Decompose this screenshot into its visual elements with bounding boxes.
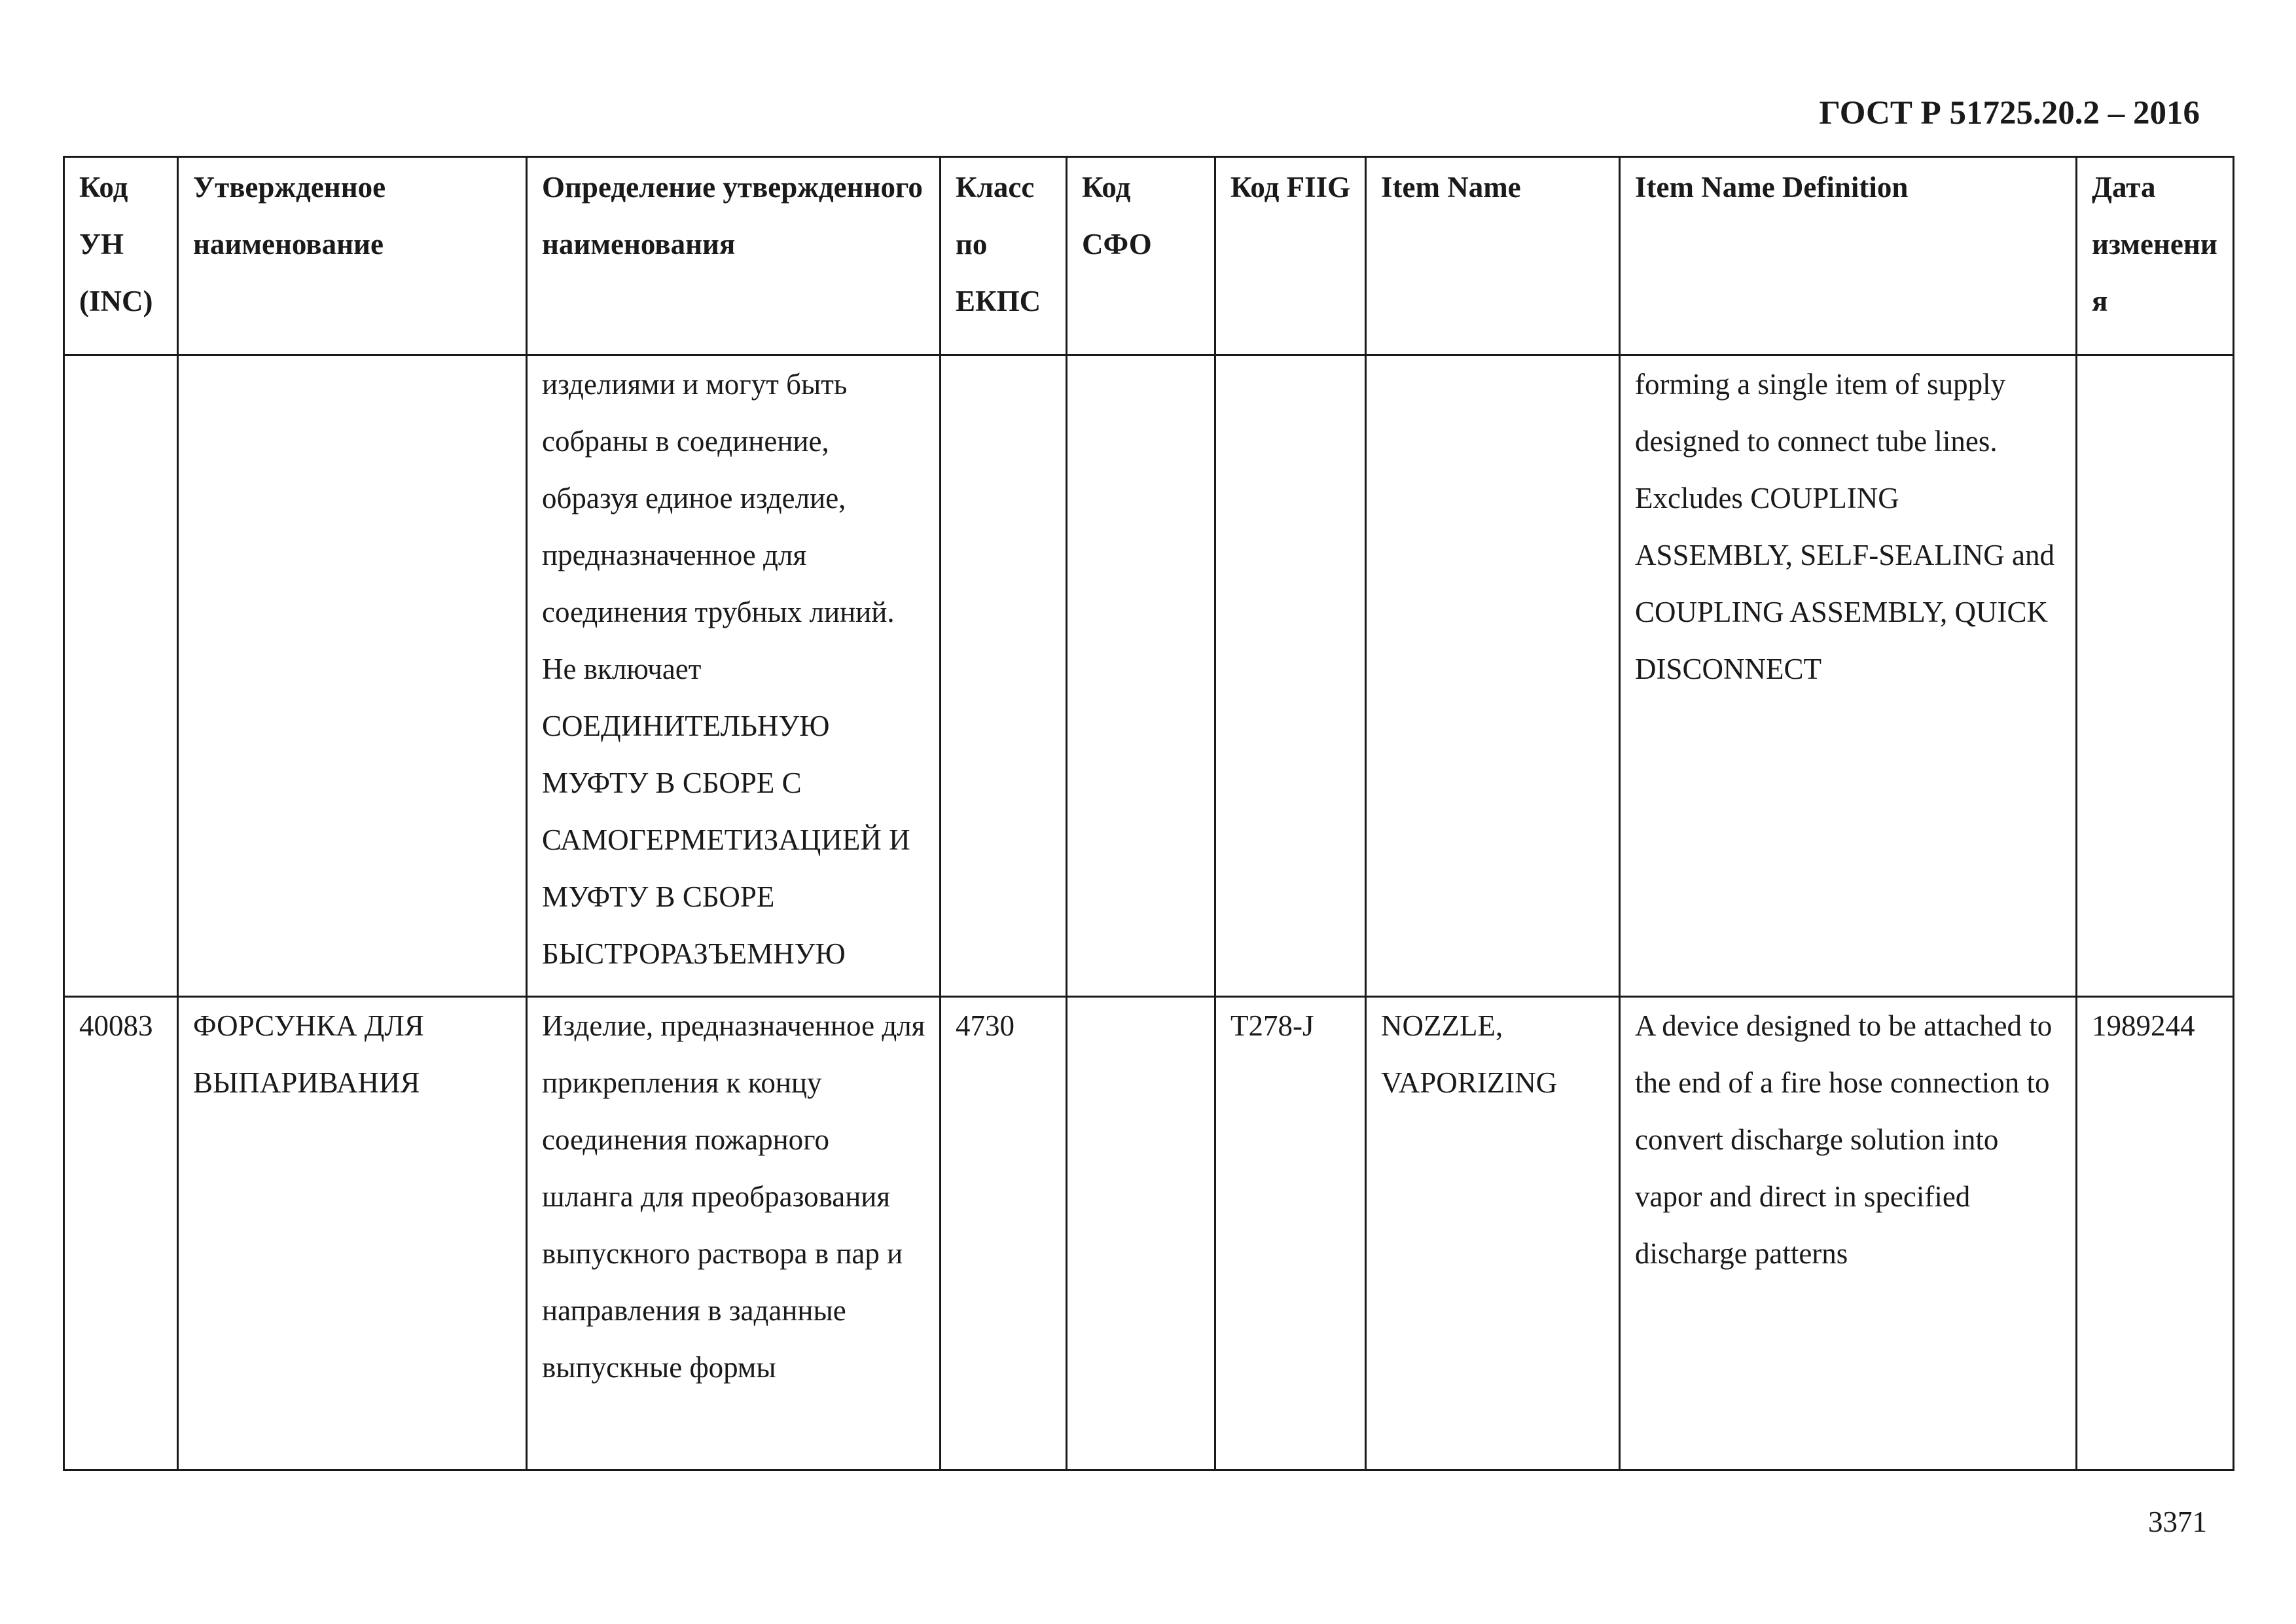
cell-date: 1989244	[2077, 997, 2234, 1470]
column-header-class: Класс по ЕКПС	[941, 157, 1067, 355]
column-header-definition: Определение утвержденного наименования	[527, 157, 941, 355]
table-row	[64, 355, 2234, 997]
table-row	[64, 997, 2234, 1470]
cell-inc: 40083	[64, 997, 178, 1470]
cell-item-name-definition: forming a single item of supply designed to connect tube lines. Excludes COUPLING ASSEMBLY, SELF-SEALING and COUPLING ASSEMBLY, QUICK DISCONNECT	[1620, 355, 2077, 997]
cell-approved-name: ФОРСУНКА ДЛЯ ВЫПАРИВАНИЯ	[178, 997, 527, 1470]
cell-item-name-definition: A device designed to be attached to the end of a fire hose connection to convert discharge solution into vapor and direct in specified discharge patterns	[1620, 997, 2077, 1470]
table-header-row	[64, 157, 2234, 355]
cell-class	[941, 355, 1067, 997]
cell-class: 4730	[941, 997, 1067, 1470]
column-header-date: Дата изменения	[2077, 157, 2234, 355]
cell-sfo	[1067, 997, 1215, 1470]
cell-date	[2077, 355, 2234, 997]
cell-fiig	[1215, 355, 1366, 997]
cell-definition: изделиями и могут быть собраны в соединение, образуя единое изделие, предназначенное для соединения трубных линий. Не включает СОЕДИНИТЕЛЬНУЮ МУФТУ В СБОРЕ С САМОГЕРМЕТИЗАЦИЕЙ И МУФТУ В СБОРЕ БЫСТРОРАЗЪЕМНУЮ	[527, 355, 941, 997]
column-header-item-name-definition: Item Name Definition	[1620, 157, 2077, 355]
column-header-approved-name: Утвержденное наименование	[178, 157, 527, 355]
cell-item-name: NOZZLE, VAPORIZING	[1366, 997, 1620, 1470]
cell-definition: Изделие, предназначенное для прикрепления к концу соединения пожарного шланга для преобразования выпускного раствора в пар и направления в заданные выпускные формы	[527, 997, 941, 1470]
column-header-fiig: Код FIIG	[1215, 157, 1366, 355]
cell-approved-name	[178, 355, 527, 997]
nomenclature-table	[63, 156, 2234, 1471]
cell-inc	[64, 355, 178, 997]
cell-item-name	[1366, 355, 1620, 997]
cell-fiig: T278-J	[1215, 997, 1366, 1470]
column-header-sfo: Код СФО	[1067, 157, 1215, 355]
page-number: 3371	[2148, 1506, 2207, 1538]
column-header-inc: Код УН (INC)	[64, 157, 178, 355]
column-header-item-name: Item Name	[1366, 157, 1620, 355]
document-header: ГОСТ Р 51725.20.2 – 2016	[1819, 95, 2200, 132]
cell-sfo	[1067, 355, 1215, 997]
